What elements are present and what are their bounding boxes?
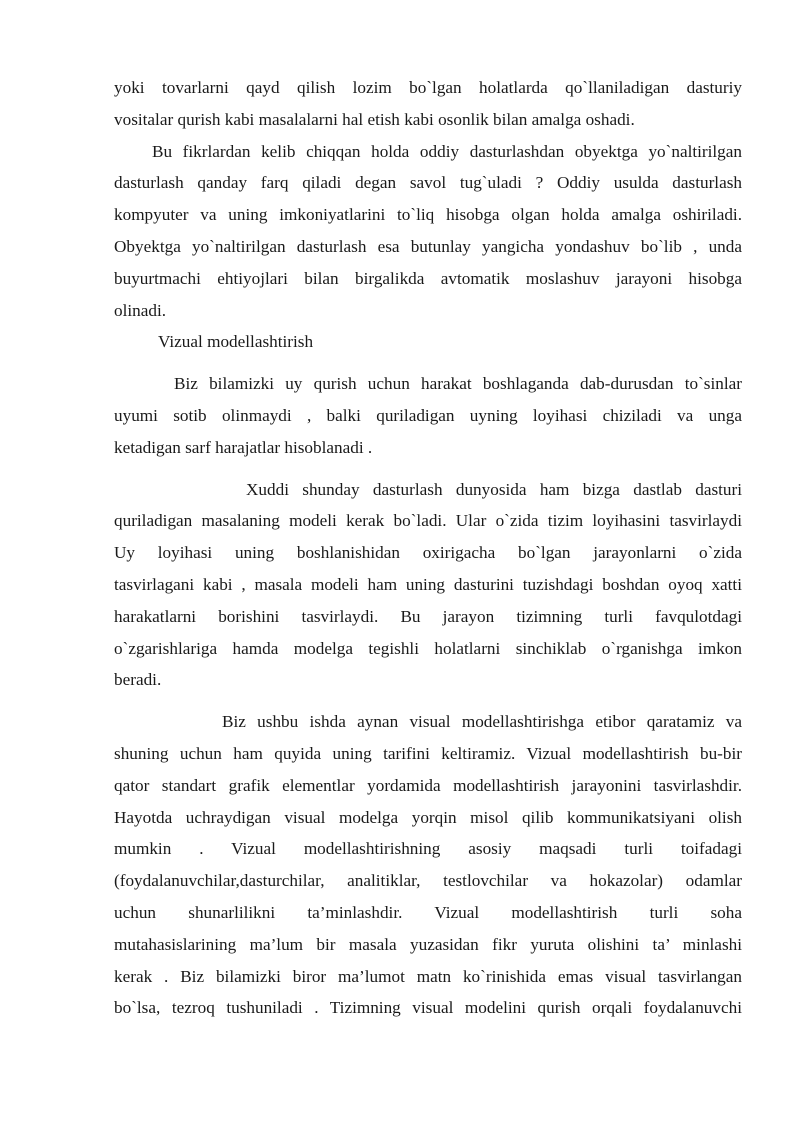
text-line: Biz bilamizki uy qurish uchun harakat boshlaganda dab-durusdan to`sinlar — [174, 374, 742, 394]
text-line: vositalar qurish kabi masalalarni hal etish kabi osonlik bilan amalga oshadi. — [114, 109, 635, 129]
paragraph — [114, 706, 742, 1024]
text-line: bo`lsa, tezroq tushuniladi . Tizimning visual modelini qurish orqali foydalanuvchi — [114, 998, 742, 1018]
text-line: mutahasislarining ma’lum bir masala yuzasidan fikr yuruta olishini ta’ minlashi — [114, 934, 742, 954]
text-line: buyurtmachi ehtiyojlari bilan birgalikda avtomatik moslashuv jarayoni hisobga — [114, 268, 742, 288]
paragraph — [114, 326, 742, 358]
text-line: Biz ushbu ishda aynan visual modellashtirishga etibor qaratamiz va — [222, 712, 742, 732]
text-line: Xuddi shunday dasturlash dunyosida ham bizga dastlab dasturi — [246, 479, 742, 499]
text-line: kerak . Biz bilamizki biror ma’lumot matn ko`rinishida emas visual tasvirlangan — [114, 966, 742, 986]
paragraph-spacer — [114, 358, 742, 368]
text-line: Bu fikrlardan kelib chiqqan holda oddiy dasturlashdan obyektga yo`naltirilgan — [152, 141, 742, 161]
paragraph — [114, 72, 742, 136]
text-line: quriladigan masalaning modeli kerak bo`ladi. Ular o`zida tizim loyihasini tasvirlaydi — [114, 511, 742, 531]
text-line: uyumi sotib olinmaydi , balki quriladigan uyning loyihasi chiziladi va unga — [114, 405, 742, 425]
text-line: yoki tovarlarni qayd qilish lozim bo`lgan holatlarda qo`llaniladigan dasturiy — [114, 78, 742, 97]
text-line: tasvirlagani kabi , masala modeli ham uning dasturini tuzishdagi boshdan oyoq xatti — [114, 574, 742, 594]
text-line: Obyektga yo`naltirilgan dasturlash esa butunlay yangicha yondashuv bo`lib , unda — [114, 236, 742, 256]
text-line: beradi. — [114, 670, 162, 690]
text-line: (foydalanuvchilar,dasturchilar, analitiklar, testlovchilar va hokazolar) odamlar — [114, 871, 742, 891]
paragraph-spacer — [114, 464, 742, 474]
text-line: o`zgarishlariga hamda modelga tegishli holatlarni sinchiklab o`rganishga imkon — [114, 638, 742, 658]
paragraph-spacer — [114, 696, 742, 706]
text-line: uchun shunarlilikni ta’minlashdir. Vizual modellashtirish turli soha — [114, 902, 742, 922]
text-line: qator standart grafik elementlar yordamida modellashtirish jarayonini tasvirlashdir. — [114, 775, 742, 795]
paragraph — [114, 474, 742, 697]
text-line: olinadi. — [114, 300, 167, 320]
text-line: ketadigan sarf harajatlar hisoblanadi . — [114, 437, 373, 457]
text-line: shuning uchun ham quyida uning tarifini keltiramiz. Vizual modellashtirish bu-bir — [114, 743, 742, 763]
text-line: Vizual modellashtirish — [158, 332, 314, 352]
document-page — [114, 72, 742, 1024]
text-line: Uy loyihasi uning boshlanishidan oxirigacha bo`lgan jarayonlarni o`zida — [114, 543, 742, 563]
paragraph — [114, 136, 742, 327]
text-line: dasturlash qanday farq qiladi degan savol tug`uladi ? Oddiy usulda dasturlash — [114, 173, 742, 193]
text-line: Hayotda uchraydigan visual modelga yorqin misol qilib kommunikatsiyani olish — [114, 807, 742, 827]
text-line: mumkin . Vizual modellashtirishning asosiy maqsadi turli toifadagi — [114, 839, 742, 859]
paragraph — [114, 368, 742, 463]
text-line: harakatlarni borishini tasvirlaydi. Bu jarayon tizimning turli favqulotdagi — [114, 606, 742, 626]
text-line: kompyuter va uning imkoniyatlarini to`liq hisobga olgan holda amalga oshiriladi. — [114, 205, 742, 225]
